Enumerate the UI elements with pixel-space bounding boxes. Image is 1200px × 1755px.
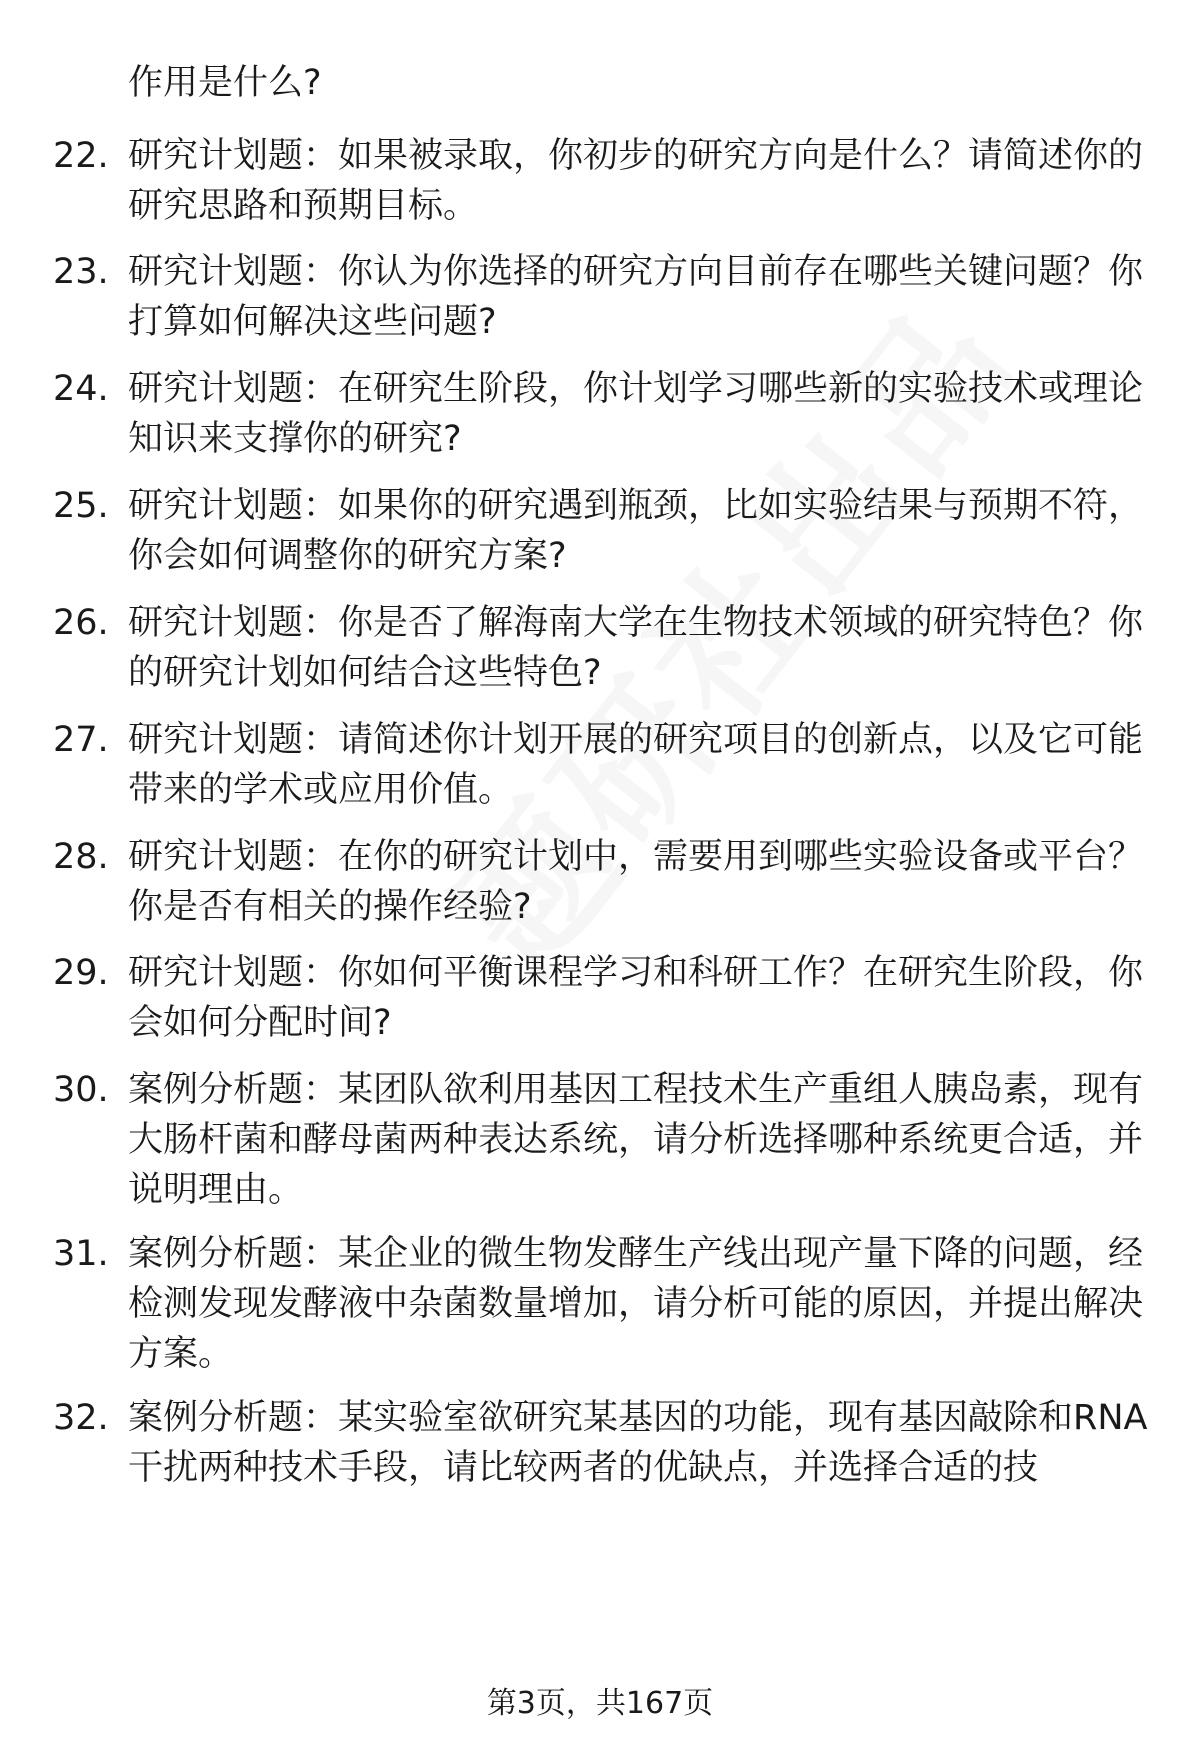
question-number: 24.: [53, 369, 109, 409]
question-number: 31.: [53, 1234, 109, 1274]
question-text: 研究计划题：在研究生阶段，你计划学习哪些新的实验技术或理论知识来支撑你的研究?: [128, 369, 1144, 459]
question-text: 研究计划题：你认为你选择的研究方向目前存在哪些关键问题？你打算如何解决这些问题?: [128, 252, 1144, 342]
question-text: 研究计划题：请简述你计划开展的研究项目的创新点，以及它可能带来的学术或应用价值。: [128, 720, 1144, 810]
question-number: 29.: [53, 953, 109, 993]
question-number: 22.: [53, 136, 109, 176]
question-continuation: 作用是什么?: [128, 63, 322, 103]
question-text: 案例分析题：某企业的微生物发酵生产线出现产量下降的问题，经检测发现发酵液中杂菌数量增加，请分析可能的原因，并提出解决方案。: [128, 1234, 1144, 1374]
question-number: 27.: [53, 720, 109, 760]
question-number: 25.: [53, 486, 109, 526]
question-text: 案例分析题：某团队欲利用基因工程技术生产重组人胰岛素，现有大肠杆菌和酵母菌两种表达系统，请分析选择哪种系统更合适，并说明理由。: [128, 1070, 1144, 1210]
question-text: 研究计划题：在你的研究计划中，需要用到哪些实验设备或平台？你是否有相关的操作经验?: [128, 837, 1144, 927]
question-text: 研究计划题：如果你的研究遇到瓶颈，比如实验结果与预期不符，你会如何调整你的研究方案?: [128, 486, 1144, 576]
question-number: 28.: [53, 837, 109, 877]
page-footer: 第3页，共167页: [486, 1686, 714, 1721]
question-number: 30.: [53, 1070, 109, 1110]
question-text: 研究计划题：你是否了解海南大学在生物技术领域的研究特色？你的研究计划如何结合这些特色?: [128, 603, 1144, 693]
question-number: 32.: [53, 1398, 109, 1438]
question-number: 23.: [53, 252, 109, 292]
question-text: 案例分析题：某实验室欲研究某基因的功能，现有基因敲除和RNA干扰两种技术手段，请比较两者的优缺点，并选择合适的技: [128, 1398, 1148, 1488]
question-text: 研究计划题：如果被录取，你初步的研究方向是什么？请简述你的研究思路和预期目标。: [128, 136, 1144, 226]
question-number: 26.: [53, 603, 109, 643]
question-text: 研究计划题：你如何平衡课程学习和科研工作？在研究生阶段，你会如何分配时间?: [128, 953, 1144, 1043]
